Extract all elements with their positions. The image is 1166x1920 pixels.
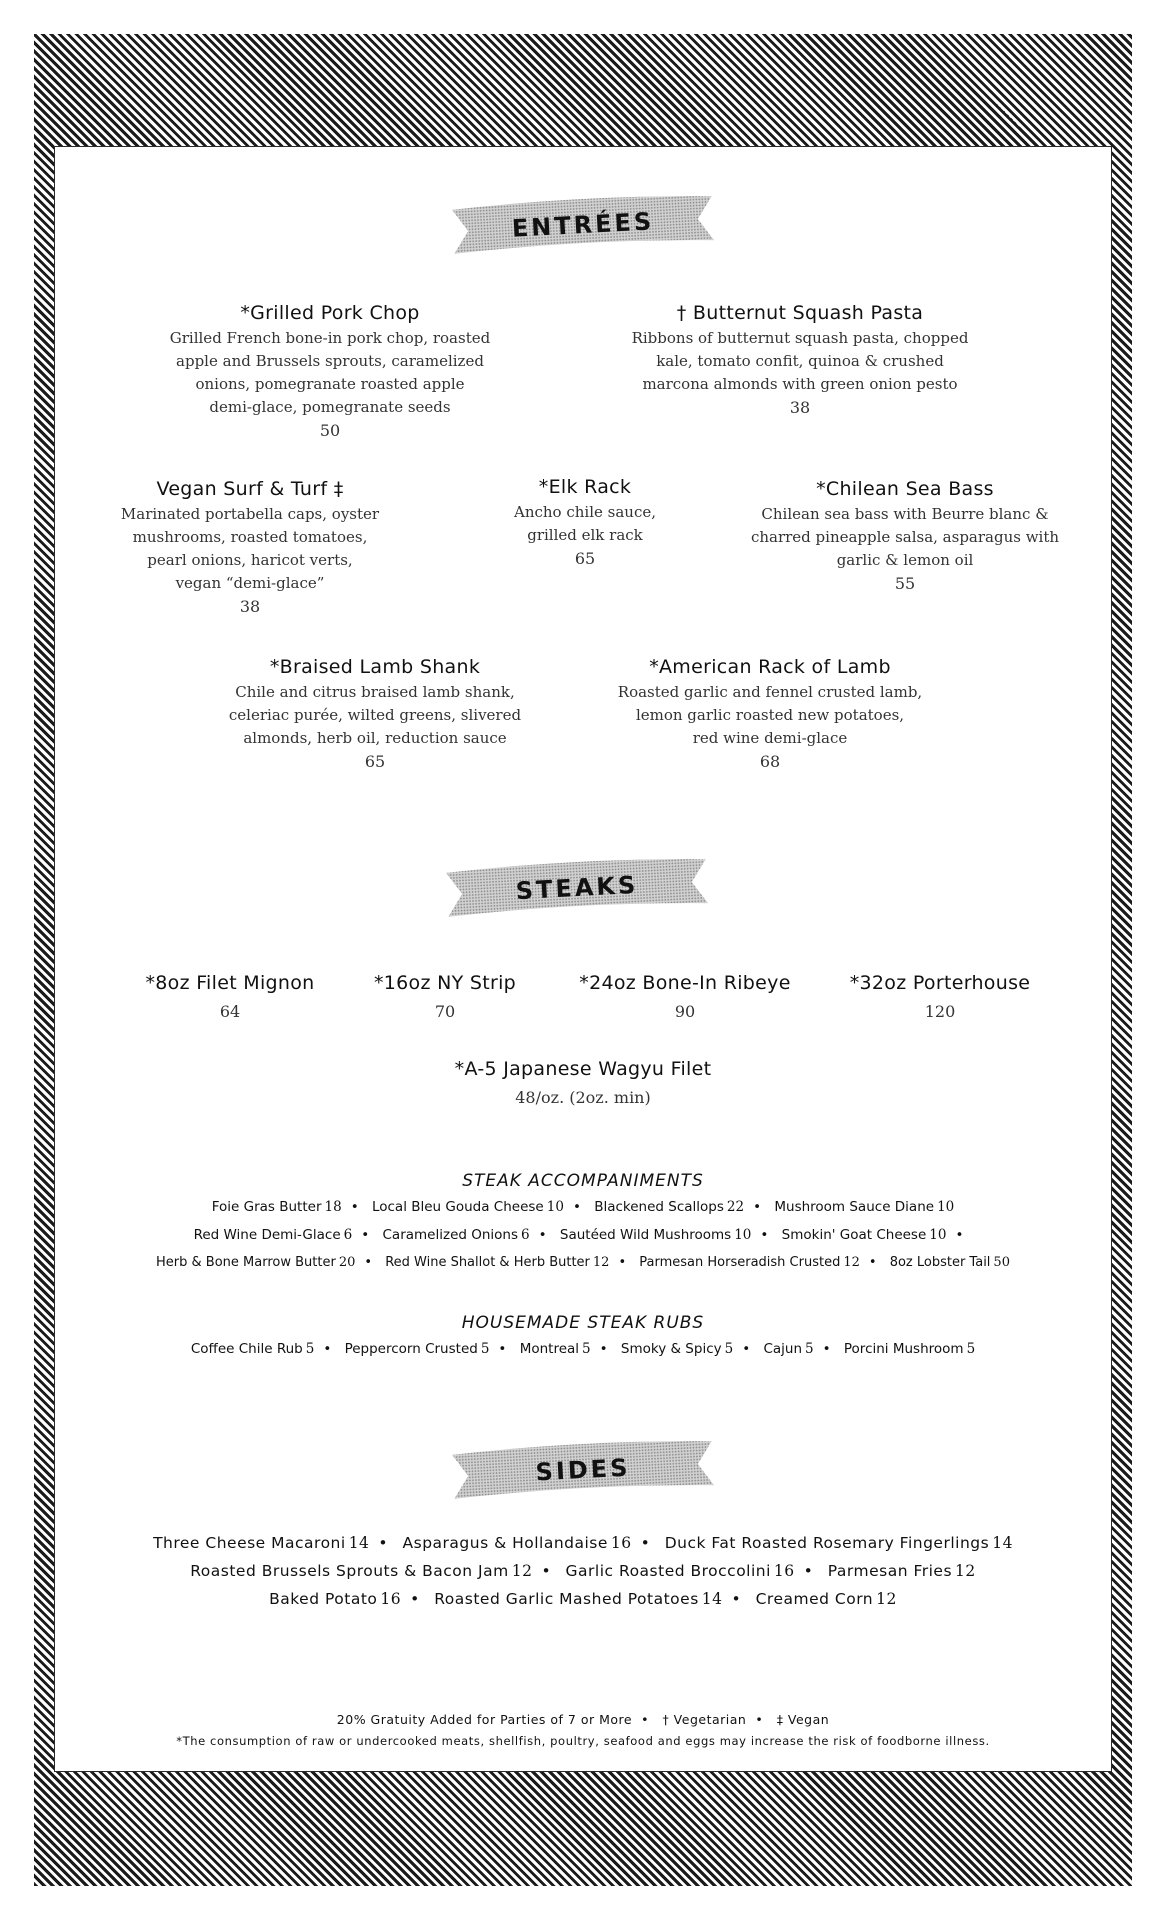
item-desc-line: celeriac purée, wilted greens, slivered <box>228 706 522 724</box>
steak-filet-mignon <box>120 972 340 1021</box>
side-price: 14 <box>992 1534 1013 1552</box>
item-desc-line: lemon garlic roasted new potatoes, <box>635 706 905 724</box>
accompaniment-price: 50 <box>993 1255 1010 1270</box>
rubs-heading: HOUSEMADE STEAK RUBS <box>461 1313 705 1333</box>
steak-price: 48/oz. (2oz. min) <box>515 1088 651 1107</box>
side-name: Three Cheese Macaroni <box>153 1534 346 1552</box>
item-name: *Elk Rack <box>538 476 632 498</box>
item-price: 65 <box>364 752 386 771</box>
menu-item-elk-rack <box>480 476 690 570</box>
accompaniment-name: 8oz Lobster Tail <box>889 1255 991 1270</box>
item-desc-line: Ancho chile sauce, <box>513 503 656 521</box>
entrees-heading: ENTRÉES <box>511 207 655 243</box>
accompaniment-price: 22 <box>726 1199 745 1215</box>
item-price: 55 <box>894 574 916 593</box>
gratuity-note: 20% Gratuity Added for Parties of 7 or More <box>336 1712 633 1727</box>
steak-wagyu-filet <box>383 1058 783 1107</box>
accompaniments-line: Red Wine Demi-Glace 6 • Caramelized Onions 6 • Sautéed Wild Mushrooms 10 • Smokin' Goat Cheese 10 • <box>193 1227 964 1243</box>
side-name: Parmesan Fries <box>827 1562 953 1580</box>
accompaniment-price: 10 <box>937 1199 955 1215</box>
accompaniment-price: 10 <box>734 1227 752 1243</box>
rub-name: Montreal <box>519 1341 580 1357</box>
steak-name: *8oz Filet Mignon <box>145 972 315 994</box>
side-name: Baked Potato <box>269 1590 378 1608</box>
accompaniment-name: Red Wine Shallot & Herb Butter <box>385 1255 590 1270</box>
item-name: *Chilean Sea Bass <box>816 478 994 500</box>
item-desc-line: red wine demi-glace <box>692 729 848 747</box>
item-name: *American Rack of Lamb <box>649 656 891 678</box>
steak-name: *32oz Porterhouse <box>849 972 1031 994</box>
footer-notes: 20% Gratuity Added for Parties of 7 or More • † Vegetarian • ‡ Vegan <box>336 1712 830 1727</box>
side-name: Roasted Garlic Mashed Potatoes <box>434 1590 699 1608</box>
accompaniment-price: 10 <box>929 1227 947 1243</box>
accompaniment-name: Herb & Bone Marrow Butter <box>156 1255 336 1270</box>
side-price: 14 <box>348 1534 370 1552</box>
accompaniment-price: 6 <box>521 1227 530 1243</box>
side-name: Roasted Brussels Sprouts & Bacon Jam <box>190 1562 509 1580</box>
side-price: 16 <box>610 1534 632 1552</box>
accompaniment-name: Sautéed Wild Mushrooms <box>559 1227 732 1243</box>
accompaniment-name: Local Bleu Gouda Cheese <box>371 1199 544 1215</box>
item-desc-line: Chilean sea bass with Beurre blanc & <box>761 505 1049 523</box>
item-desc-line: vegan “demi-glace” <box>175 574 325 592</box>
sides-heading: SIDES <box>534 1453 632 1487</box>
accompaniments-line: Herb & Bone Marrow Butter 20 • Red Wine Shallot & Herb Butter 12 • Parmesan Horseradish Crusted 12 • 8oz Lobster Tail 50 <box>156 1255 1010 1270</box>
sides-line: Baked Potato 16 • Roasted Garlic Mashed Potatoes 14 • Creamed Corn 12 <box>269 1590 897 1608</box>
item-desc-line: marcona almonds with green onion pesto <box>642 375 958 393</box>
sides-line: Roasted Brussels Sprouts & Bacon Jam 12 • Garlic Roasted Broccolini 16 • Parmesan Fries 12 <box>190 1562 976 1580</box>
side-price: 16 <box>773 1562 795 1580</box>
rub-price: 5 <box>480 1341 490 1357</box>
side-price: 12 <box>955 1562 976 1580</box>
steak-name: *24oz Bone-In Ribeye <box>579 972 791 994</box>
accompaniments-heading: STEAK ACCOMPANIMENTS <box>462 1171 704 1191</box>
rub-name: Cajun <box>763 1341 803 1357</box>
rubs-line: Coffee Chile Rub 5 • Peppercorn Crusted 5 • Montreal 5 • Smoky & Spicy 5 • Cajun 5 • Porcini Mushroom 5 <box>190 1341 976 1357</box>
rub-price: 5 <box>805 1341 814 1357</box>
footer-disclaimer: *The consumption of raw or undercooked meats, shellfish, poultry, seafood and eggs may increase the risk of foodborne illness. <box>176 1734 990 1748</box>
menu-item-american-rack-of-lamb <box>600 656 940 773</box>
item-desc-line: garlic & lemon oil <box>836 551 974 569</box>
accompaniment-price: 12 <box>592 1255 610 1270</box>
steak-name: *16oz NY Strip <box>373 972 517 994</box>
item-desc-line: Marinated portabella caps, oyster <box>120 505 380 523</box>
steak-name: *A-5 Japanese Wagyu Filet <box>454 1058 712 1080</box>
accompaniment-price: 10 <box>546 1199 564 1215</box>
vegan-note: ‡ Vegan <box>776 1712 830 1727</box>
item-desc-line: mushrooms, roasted tomatoes, <box>132 528 368 546</box>
side-name: Garlic Roasted Broccolini <box>565 1562 771 1580</box>
item-desc-line: demi-glace, pomegranate seeds <box>209 398 451 416</box>
rub-name: Peppercorn Crusted <box>344 1341 478 1357</box>
steak-price: 120 <box>924 1002 956 1021</box>
item-desc-line: Roasted garlic and fennel crusted lamb, <box>617 683 923 701</box>
side-price: 16 <box>380 1590 402 1608</box>
rub-name: Coffee Chile Rub <box>190 1341 303 1357</box>
item-desc-line: charred pineapple salsa, asparagus with <box>750 528 1060 546</box>
steaks-heading: STEAKS <box>515 870 639 906</box>
rub-price: 5 <box>582 1341 591 1357</box>
accompaniment-name: Mushroom Sauce Diane <box>774 1199 935 1215</box>
item-price: 38 <box>239 597 261 616</box>
accompaniment-price: 12 <box>843 1255 860 1270</box>
steak-bone-in-ribeye <box>555 972 815 1021</box>
accompaniment-name: Red Wine Demi-Glace <box>193 1227 341 1243</box>
item-desc-line: Grilled French bone-in pork chop, roasted <box>169 329 491 347</box>
sides-line: Three Cheese Macaroni 14 • Asparagus & Hollandaise 16 • Duck Fat Roasted Rosemary Fingerlings 14 <box>153 1534 1013 1552</box>
side-price: 12 <box>511 1562 533 1580</box>
item-price: 65 <box>574 549 596 568</box>
item-price: 68 <box>759 752 781 771</box>
accompaniment-price: 20 <box>338 1255 356 1270</box>
item-desc-line: onions, pomegranate roasted apple <box>195 375 465 393</box>
rub-name: Smoky & Spicy <box>620 1341 722 1357</box>
menu-item-chilean-sea-bass <box>740 478 1070 595</box>
item-name: † Butternut Squash Pasta <box>676 302 924 324</box>
steak-porterhouse <box>825 972 1055 1021</box>
accompaniment-name: Parmesan Horseradish Crusted <box>639 1255 841 1270</box>
item-name: *Grilled Pork Chop <box>240 302 420 324</box>
rub-price: 5 <box>724 1341 734 1357</box>
item-price: 50 <box>319 421 341 440</box>
item-desc-line: kale, tomato confit, quinoa & crushed <box>656 352 944 370</box>
side-name: Duck Fat Roasted Rosemary Fingerlings <box>664 1534 990 1552</box>
menu-item-vegan-surf-turf <box>100 478 400 618</box>
accompaniments-line: Foie Gras Butter 18 • Local Bleu Gouda Cheese 10 • Blackened Scallops 22 • Mushroom Sauce Diane 10 <box>211 1199 955 1215</box>
side-price: 12 <box>876 1590 897 1608</box>
accompaniment-name: Foie Gras Butter <box>211 1199 322 1215</box>
accompaniment-name: Blackened Scallops <box>594 1199 724 1215</box>
accompaniment-price: 18 <box>324 1199 342 1215</box>
vegetarian-note: † Vegetarian <box>662 1712 747 1727</box>
item-desc-line: Chile and citrus braised lamb shank, <box>235 683 515 701</box>
steak-price: 64 <box>219 1002 241 1021</box>
item-desc-line: grilled elk rack <box>527 526 643 544</box>
item-name: Vegan Surf & Turf ‡ <box>156 478 344 500</box>
side-name: Creamed Corn <box>755 1590 874 1608</box>
rub-name: Porcini Mushroom <box>843 1341 964 1357</box>
menu-item-braised-lamb-shank <box>210 656 540 773</box>
item-desc-line: apple and Brussels sprouts, caramelized <box>176 352 484 370</box>
accompaniment-name: Caramelized Onions <box>382 1227 519 1243</box>
rub-price: 5 <box>305 1341 315 1357</box>
steak-ny-strip <box>345 972 545 1021</box>
item-price: 38 <box>789 398 811 417</box>
item-desc-line: Ribbons of butternut squash pasta, chopped <box>631 329 969 347</box>
item-desc-line: almonds, herb oil, reduction sauce <box>243 729 507 747</box>
side-name: Asparagus & Hollandaise <box>402 1534 608 1552</box>
steak-price: 90 <box>674 1002 696 1021</box>
menu-item-grilled-pork-chop <box>150 302 510 442</box>
rub-price: 5 <box>966 1341 976 1357</box>
item-desc-line: pearl onions, haricot verts, <box>147 551 353 569</box>
steak-price: 70 <box>434 1002 456 1021</box>
menu-item-butternut-squash-pasta <box>610 302 990 419</box>
item-name: *Braised Lamb Shank <box>269 656 481 678</box>
side-price: 14 <box>701 1590 723 1608</box>
accompaniment-name: Smokin' Goat Cheese <box>781 1227 927 1243</box>
accompaniment-price: 6 <box>343 1227 353 1243</box>
